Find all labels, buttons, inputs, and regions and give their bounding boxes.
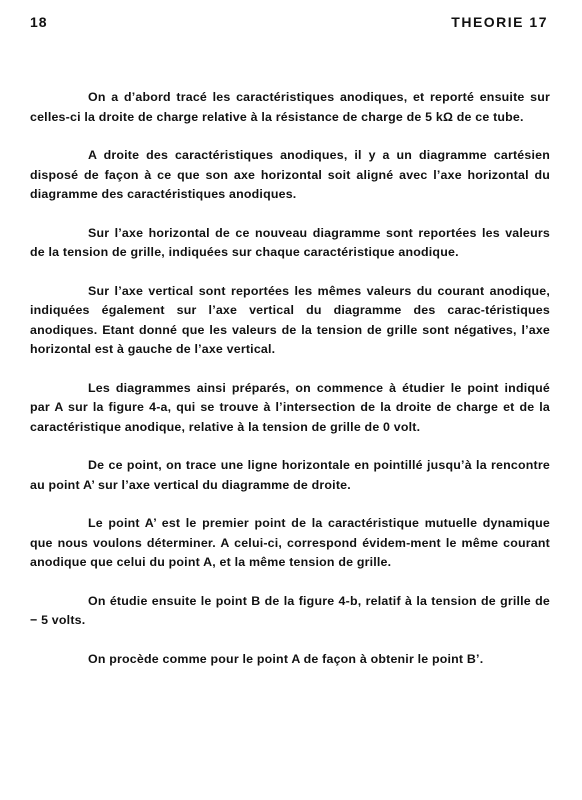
paragraph: De ce point, on trace une ligne horizontale en pointillé jusqu’à la rencontre au point A’ sur l’axe vertical du diagramme de droite. bbox=[30, 458, 550, 492]
paragraph: On procède comme pour le point A de façon à obtenir le point B’. bbox=[88, 651, 484, 666]
body-text bbox=[30, 88, 550, 688]
paragraph: A droite des caractéristiques anodiques, il y a un diagramme cartésien disposé de façon à ce que son axe horizontal soit aligné avec l’axe horizontal du diagramme des caractéristiques anodiques. bbox=[30, 148, 550, 201]
page-header bbox=[30, 14, 548, 34]
page-number: 18 bbox=[30, 14, 48, 30]
paragraph: Sur l’axe vertical sont reportées les mêmes valeurs du courant anodique, indiquées également sur l’axe vertical du diagramme des carac-téristiques anodiques. Etant donné que les valeurs de la tension de grille sont négatives, l’axe horizontal est à gauche de l’axe vertical. bbox=[30, 283, 550, 356]
paragraph: On a d’abord tracé les caractéristiques anodiques, et reporté ensuite sur celles-ci la droite de charge relative à la résistance de charge de 5 kΩ de ce tube. bbox=[30, 90, 550, 124]
paragraph: Le point A’ est le premier point de la caractéristique mutuelle dynamique que nous voulons déterminer. A celui-ci, correspond évidem-ment le même courant anodique que celui du point A, et la même tension de grille. bbox=[30, 516, 550, 569]
paragraph: On étudie ensuite le point B de la figure 4-b, relatif à la tension de grille de − 5 volts. bbox=[30, 593, 550, 627]
running-title: THEORIE 17 bbox=[451, 14, 548, 30]
paragraph: Les diagrammes ainsi préparés, on commence à étudier le point indiqué par A sur la figure 4-a, qui se trouve à l’intersection de la droite de charge et de la caractéristique anodique, relative à la tension de grille de 0 volt. bbox=[30, 380, 550, 434]
paragraph: Sur l’axe horizontal de ce nouveau diagramme sont reportées les valeurs de la tension de grille, indiquées sur chaque caractéristique anodique. bbox=[30, 225, 550, 259]
